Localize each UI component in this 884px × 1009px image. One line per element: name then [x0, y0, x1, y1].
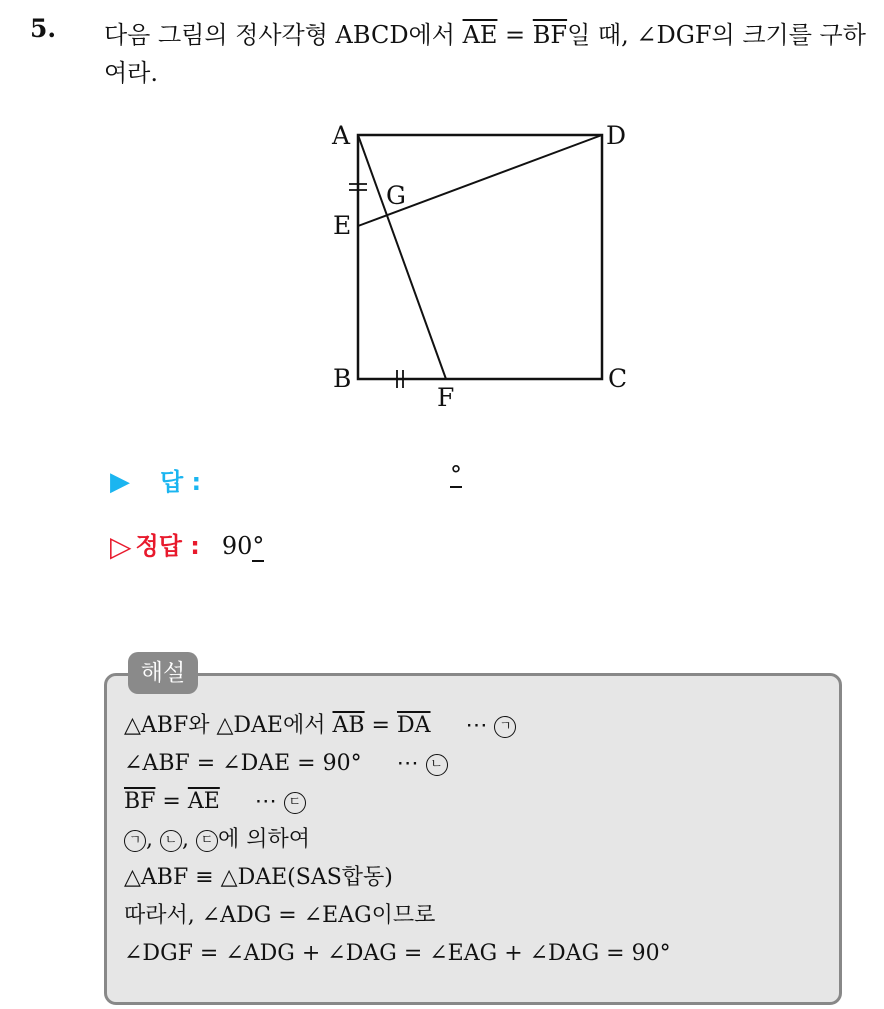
label-e: E	[333, 211, 352, 240]
square-figure	[320, 110, 640, 420]
segment-af	[358, 135, 446, 379]
correct-answer-degree: °	[252, 532, 265, 560]
answer-triangle-icon: ▶	[110, 467, 130, 497]
solution-line-6: 따라서, ∠ADG = ∠EAG이므로	[124, 903, 436, 928]
circled-nieun-icon: ㄴ	[426, 754, 448, 776]
answer-row	[110, 462, 201, 497]
circled-digeut-icon: ㄷ	[284, 792, 306, 814]
square-abcd	[358, 135, 602, 379]
solution-line-2: ∠ABF = ∠DAE = 90° ⋯ ㄴ	[124, 745, 671, 783]
label-d: D	[606, 121, 627, 150]
segment-ae: $\overline{AE}$	[462, 21, 498, 49]
problem-text-part-2: 일 때, ∠DGF의 크기를 구하여라.	[104, 21, 866, 87]
solution-tag: 해설	[128, 652, 198, 694]
circled-giyeok-icon: ㄱ	[124, 830, 146, 852]
problem-number: 5.	[30, 14, 57, 43]
seg-ab: $\overline{AB}$	[332, 713, 365, 738]
solution-line-1: △ABF와 △DAE에서 $\overline{AB} = \overline{DA}$ ⋯ ㄱ	[124, 707, 671, 745]
problem-text	[104, 16, 874, 92]
circled-nieun-icon: ㄴ	[160, 830, 182, 852]
correct-answer-row	[110, 526, 264, 563]
solution-line-7: ∠DGF = ∠ADG + ∠DAG = ∠EAG + ∠DAG = 90°	[124, 941, 671, 966]
answer-label: 답 :	[160, 468, 202, 496]
seg-da: $\overline{DA}$	[396, 713, 431, 738]
correct-triangle-icon: ▷	[110, 530, 132, 563]
solution-lines	[124, 707, 671, 973]
solution-line-4: ㄱ , ㄴ , ㄷ 에 의하여	[124, 821, 671, 859]
answer-blank-degree[interactable]: °	[450, 461, 462, 489]
seg-ae-sol: $\overline{AE}$	[187, 789, 220, 814]
label-b: B	[333, 364, 352, 393]
label-a: A	[332, 121, 351, 150]
correct-answer-value: 90	[221, 532, 253, 560]
equals-sign: =	[497, 21, 533, 49]
solution-line-5: △ABF ≡ △DAE(SAS합동)	[124, 865, 393, 890]
label-f: F	[437, 383, 455, 412]
segment-bf: $\overline{BF}$	[532, 21, 568, 49]
solution-line-3: $\overline{BF} = \overline{AE}$ ⋯ ㄷ	[124, 783, 671, 821]
correct-answer-label: 정답 :	[135, 532, 200, 560]
label-c: C	[608, 364, 628, 393]
label-g: G	[386, 181, 406, 210]
circled-digeut-icon: ㄷ	[196, 830, 218, 852]
circled-giyeok-icon: ㄱ	[494, 716, 516, 738]
seg-bf-sol: $\overline{BF}$	[124, 789, 156, 814]
problem-text-part-1: 다음 그림의 정사각형 ABCD에서	[104, 21, 463, 49]
